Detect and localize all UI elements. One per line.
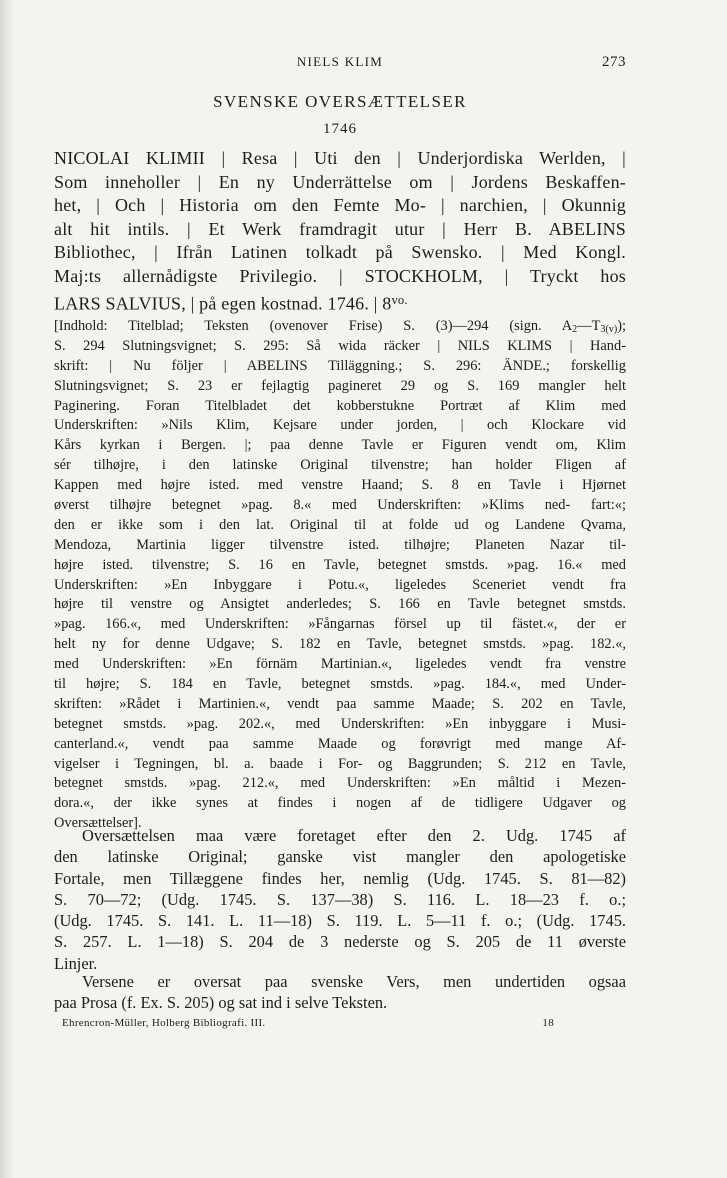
paragraph-line: S. 70—72; (Udg. 1745. S. 137—38) S. 116. L. 18—23 f. o.; (54, 889, 626, 909)
title-line-final (54, 289, 626, 313)
bibliographic-note (54, 317, 626, 834)
title-line: het, | Och | Historia om den Femte Mo- | narchien, | Okunnig (54, 195, 626, 216)
paragraph-line: Oversættelsen maa være foretaget efter den 2. Udg. 1745 af (82, 826, 626, 845)
note-line: Underskriften: »Nils Klim, Kejsare under jorden, | och Klockare vid (54, 417, 626, 434)
note-line: Kårs kyrkan i Bergen. |; paa denne Tavle er Figuren vendt om, Klim (54, 437, 626, 454)
section-heading: SVENSKE OVERSÆTTELSER (213, 92, 467, 111)
note-line: Slutningsvignet; S. 23 er fejlagtig pagineret 29 og S. 169 mangler helt (54, 377, 626, 394)
paragraph-line: (Udg. 1745. S. 141. L. 11—18) S. 119. L. 5—11 f. o.; (Udg. 1745. (54, 911, 626, 931)
page-gutter-shadow (0, 0, 14, 1178)
running-head (54, 54, 626, 74)
note-line: »pag. 166.«, med Underskriften: »Fångarnas försel up til fästet.«, der er (54, 616, 626, 633)
section-year: 1746 (323, 121, 357, 137)
paragraph-line: Fortale, men Tillæggene findes her, nemlig (Udg. 1745. S. 81—82) (54, 868, 626, 888)
note-line: helt ny for denne Udgave; S. 182 en Tavle, betegnet smstds. »pag. 182.«, (54, 636, 626, 653)
note-line: skriften: »Rådet i Martinien.«, vendt paa samme Maade; S. 202 en Tavle, (54, 695, 626, 712)
paragraph-line: paa Prosa (f. Ex. S. 205) og sat ind i selve Teksten. (54, 993, 388, 1013)
paragraph-translation (54, 825, 626, 974)
title-line: alt hit intils. | Et Werk framdragit utur | Herr B. ABELINS (54, 218, 626, 239)
signature-subscript: 3(v) (600, 324, 618, 336)
title-line: Som inneholler | En ny Underrättelse om | Jordens Beskaffen- (54, 171, 626, 192)
paragraph-line: S. 257. L. 1—18) S. 204 de 3 nederste og S. 205 de 11 øverste (54, 932, 626, 952)
note-line: den er ikke som i den lat. Original til at folde ud og Landene Qvama, (54, 516, 626, 533)
note-line: sér tilhøjre, i den latinske Original tilvenstre; han holder Fligen af (54, 457, 626, 474)
running-head-title: NIELS KLIM (296, 54, 384, 69)
title-line: NICOLAI KLIMII | Resa | Uti den | Underjordiska Werlden, | (54, 148, 626, 168)
note-text: ); (617, 318, 626, 334)
note-line: højre til venstre og Ansigtet anderledes; S. 166 en Tavle betegnet smstds. (54, 596, 626, 613)
note-line: vigelser i Tegningen, bl. a. baade i For- og Baggrunden; S. 212 en Tavle, (54, 755, 626, 772)
format-superscript: vo. (391, 292, 408, 307)
note-line: højre isted. tilvenstre; S. 16 en Tavle, betegnet smstds. »pag. 16.« med (54, 556, 626, 573)
note-line: skrift: | Nu följer | ABELINS Tilläggning.; S. 296: ÄNDE.; forskellig (54, 357, 626, 374)
paragraph-line: Versene er oversat paa svenske Vers, men undertiden ogsaa (82, 972, 626, 991)
title-line: Bibliothec, | Ifrån Latinen tolkadt på Swensko. | Med Kongl. (54, 242, 626, 263)
paragraph-line: den latinske Original; ganske vist mangler den apologetiske (54, 847, 626, 867)
title-line-text: LARS SALVIUS, | på egen kostnad. 1746. | 8 (54, 293, 392, 314)
note-line: Mendoza, Martinia ligger tilvenstre isted. tilhøjre; Planeten Nazar til- (54, 536, 626, 553)
footer-source: Ehrencron-Müller, Holberg Bibliografi. III. (62, 1017, 266, 1029)
note-line: Paginering. Foran Titelbladet det kobberstukne Portræt af Klim med (54, 397, 626, 414)
signature-mark: 18 (542, 1017, 554, 1029)
note-line: til højre; S. 184 en Tavle, betegnet smstds. »pag. 184.«, med Under- (54, 676, 626, 693)
paragraph-line: Linjer. (54, 953, 98, 973)
note-text: —T (577, 318, 601, 334)
note-text: [Indhold: Titelblad; Teksten (ovenover Frise) S. (3)—294 (sign. A (54, 318, 573, 334)
note-line: betegnet smstds. »pag. 202.«, med Underskriften: »En inbyggare i Musi- (54, 715, 626, 732)
page-footer (62, 1017, 554, 1033)
note-line: dora.«, der ikke synes at findes i nogen af de tidligere Udgaver og (54, 795, 626, 812)
signature-subscript: 2 (572, 324, 578, 336)
note-line: Kappen med højre isted. med venstre Haand; S. 8 en Tavle i Hjørnet (54, 477, 626, 494)
paragraph-verses (54, 971, 626, 1014)
note-line: øverst tilhøjre betegnet »pag. 8.« med Underskriften: »Klims ned- fart:«; (54, 497, 626, 514)
note-line-first (54, 317, 626, 337)
note-line: betegnet smstds. »pag. 212.«, med Underskriften: »En måltid i Mezen- (54, 775, 626, 792)
note-line: S. 294 Slutningsvignet; S. 295: Så wida räcker | NILS KLIMS | Hand- (54, 337, 626, 354)
note-line: med Underskriften: »En förnäm Martinian.«, ligeledes vendt fra venstre (54, 656, 626, 673)
note-line: canterland.«, vendt paa samme Maade og forøvrigt med mange Af- (54, 735, 626, 752)
page-number: 273 (602, 54, 626, 70)
title-entry (54, 147, 626, 312)
note-line: Oversættelser]. (54, 815, 142, 832)
note-line: Underskriften: »En Inbyggare i Potu.«, ligeledes Sceneriet vendt fra (54, 576, 626, 593)
title-line: Maj:ts allernådigste Privilegio. | STOCKHOLM, | Tryckt hos (54, 265, 626, 286)
